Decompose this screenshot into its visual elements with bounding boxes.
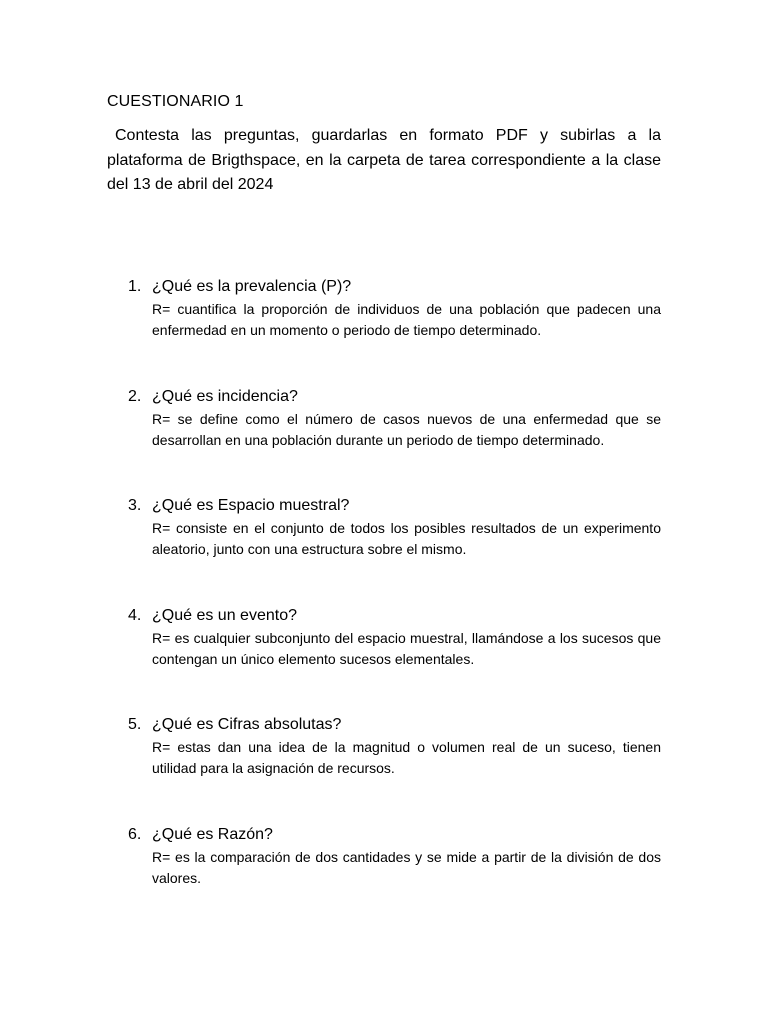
question-number: 3.: [128, 497, 142, 514]
question-number: 6.: [128, 826, 142, 843]
answer-text: R= se define como el número de casos nuevos de una enfermedad que se desarrollan en una población durante un periodo de tiempo determinado.: [152, 411, 661, 448]
question-number: 4.: [128, 607, 142, 624]
question-text: ¿Qué es incidencia?: [152, 388, 298, 405]
question-number: 2.: [128, 388, 142, 405]
question-number: 5.: [128, 716, 142, 733]
answer-text: R= es la comparación de dos cantidades y se mide a partir de la división de dos valores.: [152, 849, 661, 886]
answer-text: R= cuantifica la proporción de individuos de una población que padecen una enfermedad en un momento o periodo de tiempo determinado.: [152, 301, 661, 338]
question-text: ¿Qué es la prevalencia (P)?: [152, 278, 352, 295]
question-text: ¿Qué es Cifras absolutas?: [152, 716, 342, 733]
answer-text: R= es cualquier subconjunto del espacio muestral, llamándose a los sucesos que contengan un único elemento sucesos elementales.: [152, 630, 661, 667]
document-title: CUESTIONARIO 1: [107, 93, 244, 110]
question-text: ¿Qué es Razón?: [152, 826, 273, 843]
instructions-paragraph: Contesta las preguntas, guardarlas en formato PDF y subirlas a la plataforma de Brigthspace, en la carpeta de tarea correspondiente a la clase del 13 de abril del 2024: [107, 127, 661, 193]
answer-text: R= consiste en el conjunto de todos los posibles resultados de un experimento aleatorio, junto con una estructura sobre el mismo.: [152, 520, 661, 557]
answer-text: R= estas dan una idea de la magnitud o volumen real de un suceso, tienen utilidad para la asignación de recursos.: [152, 739, 661, 776]
question-number: 1.: [128, 278, 142, 295]
question-text: ¿Qué es Espacio muestral?: [152, 497, 350, 514]
question-text: ¿Qué es un evento?: [152, 607, 297, 624]
